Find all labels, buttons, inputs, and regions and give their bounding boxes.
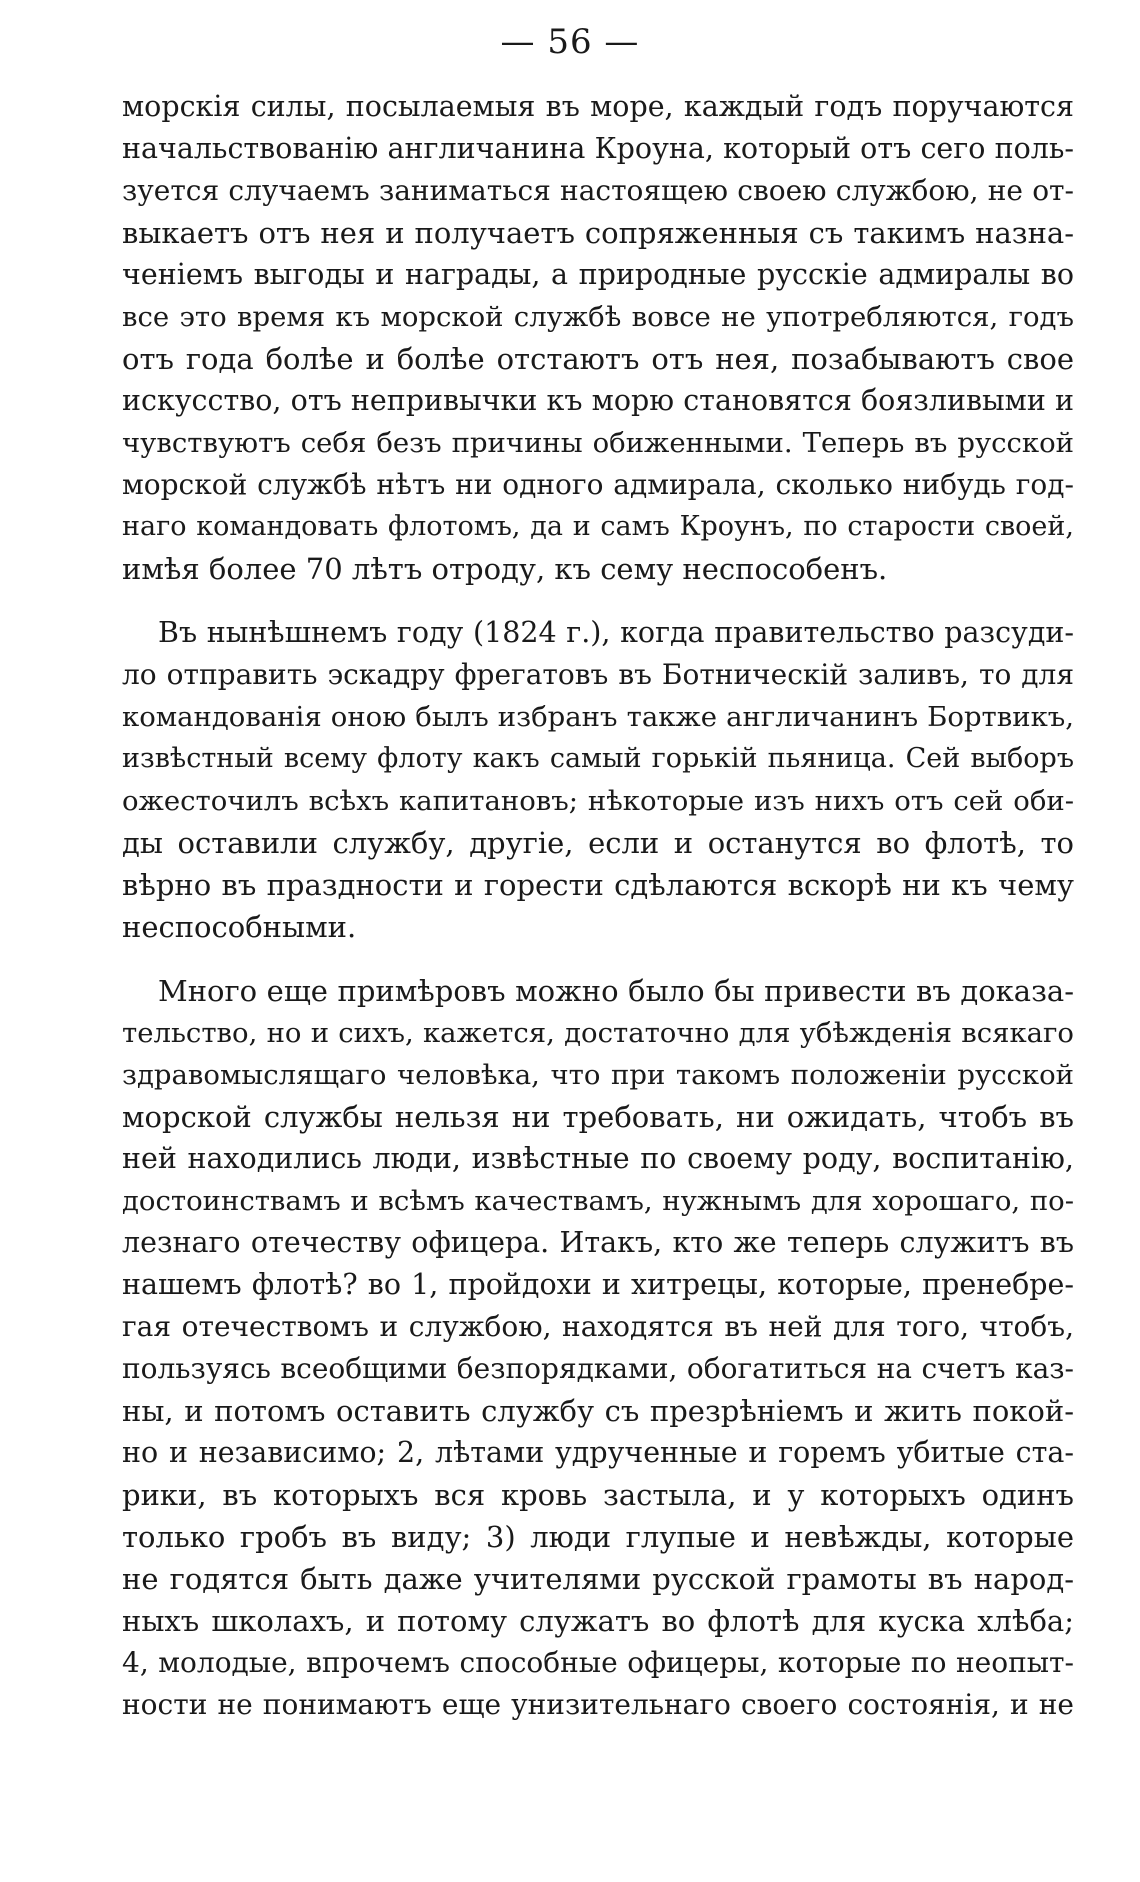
text-line: ней находились люди, извѣстные по своему роду, воспитанію,	[122, 1142, 1074, 1175]
body-text	[122, 86, 1074, 1748]
text-line: Въ нынѣшнемъ году (1824 г.), когда правительство разсуди-	[158, 616, 1074, 649]
text-line: но и независимо; 2, лѣтами удрученные и горемъ убитые ста-	[122, 1436, 1074, 1469]
text-line: чувствуютъ себя безъ причины обиженными. Теперь въ русской	[122, 427, 1074, 459]
text-line: морской службы нельзя ни требовать, ни ожидать, чтобъ въ	[122, 1100, 1074, 1134]
text-line: имѣя более 70 лѣтъ отроду, къ сему неспособенъ.	[122, 552, 888, 586]
page-number: — 56 —	[500, 22, 640, 62]
text-line: ло отправить эскадру фрегатовъ въ Ботническій заливъ, то для	[122, 658, 1074, 691]
text-line: ны, и потомъ оставить службу съ презрѣніемъ и жить покой-	[122, 1394, 1074, 1428]
text-line: ожесточилъ всѣхъ капитановъ; нѣкоторые изъ нихъ отъ сей оби-	[122, 785, 1074, 817]
text-line: вѣрно въ праздности и горести сдѣлаются вскорѣ ни къ чему	[122, 868, 1074, 902]
paragraph-1	[122, 86, 1074, 590]
text-line: достоинствамъ и всѣмъ качествамъ, нужнымъ для хорошаго, по-	[122, 1185, 1074, 1217]
text-line: наго командовать флотомъ, да и самъ Кроунъ, по старости своей,	[122, 511, 1074, 542]
text-line: начальствованію англичанина Кроуна, который отъ сего поль-	[122, 132, 1074, 165]
text-line: ды оставили службу, другіе, если и останутся во флотѣ, то	[122, 826, 1074, 860]
paragraph-2	[122, 612, 1074, 948]
text-line: пользуясь всеобщими безпорядками, обогатиться на счетъ каз-	[122, 1352, 1074, 1385]
text-line: отъ года болѣе и болѣе отстаютъ отъ нея, позабываютъ свое	[122, 342, 1074, 376]
text-line: все это время къ морской службѣ вовсе не употребляются, годъ	[122, 301, 1074, 333]
text-line: морскія силы, посылаемыя въ море, каждый годъ поручаются	[122, 90, 1074, 123]
text-line: здравомыслящаго человѣка, что при такомъ положеніи русской	[122, 1059, 1074, 1091]
text-line: 4, молодые, впрочемъ способные офицеры, которые по неопыт-	[122, 1646, 1074, 1679]
text-line: зуется случаемъ заниматься настоящею своею службою, не от-	[122, 174, 1074, 207]
text-line: выкаетъ отъ нея и получаетъ сопряженныя съ такимъ назна-	[122, 216, 1074, 250]
text-line: тельство, но и сихъ, кажется, достаточно для убѣжденія всякаго	[122, 1017, 1074, 1049]
text-line: командованія оною былъ избранъ также англичанинъ Бортвикъ,	[122, 701, 1074, 733]
text-line: не годятся быть даже учителями русской грамоты въ народ-	[122, 1562, 1074, 1596]
text-line: рики, въ которыхъ вся кровь застыла, и у которыхъ одинъ	[122, 1478, 1074, 1512]
text-line: извѣстный всему флоту какъ самый горькій пьяница. Сей выборъ	[122, 743, 1074, 774]
text-line: нашемъ флотѣ? во 1, пройдохи и хитрецы, которые, пренебре-	[122, 1268, 1074, 1301]
text-line: только гробъ въ виду; 3) люди глупые и невѣжды, которые	[122, 1520, 1074, 1554]
text-line: неспособными.	[122, 910, 357, 944]
text-line: ченіемъ выгоды и награды, а природные русскіе адмиралы во	[122, 258, 1074, 291]
paragraph-3	[122, 970, 1074, 1726]
text-line: лезнаго отечеству офицера. Итакъ, кто же теперь служитъ въ	[122, 1226, 1074, 1259]
text-line: Много еще примѣровъ можно было бы привести въ доказа-	[158, 974, 1074, 1008]
text-line: гая отечествомъ и службою, находятся въ ней для того, чтобъ,	[122, 1310, 1074, 1343]
text-line: искусство, отъ непривычки къ морю становятся боязливыми и	[122, 384, 1074, 417]
text-line: морской службѣ нѣтъ ни одного адмирала, сколько нибудь год-	[122, 468, 1074, 501]
text-line: ности не понимаютъ еще унизительнаго своего состоянія, и не	[122, 1688, 1074, 1721]
text-line: ныхъ школахъ, и потому служатъ во флотѣ для куска хлѣба;	[122, 1604, 1074, 1638]
